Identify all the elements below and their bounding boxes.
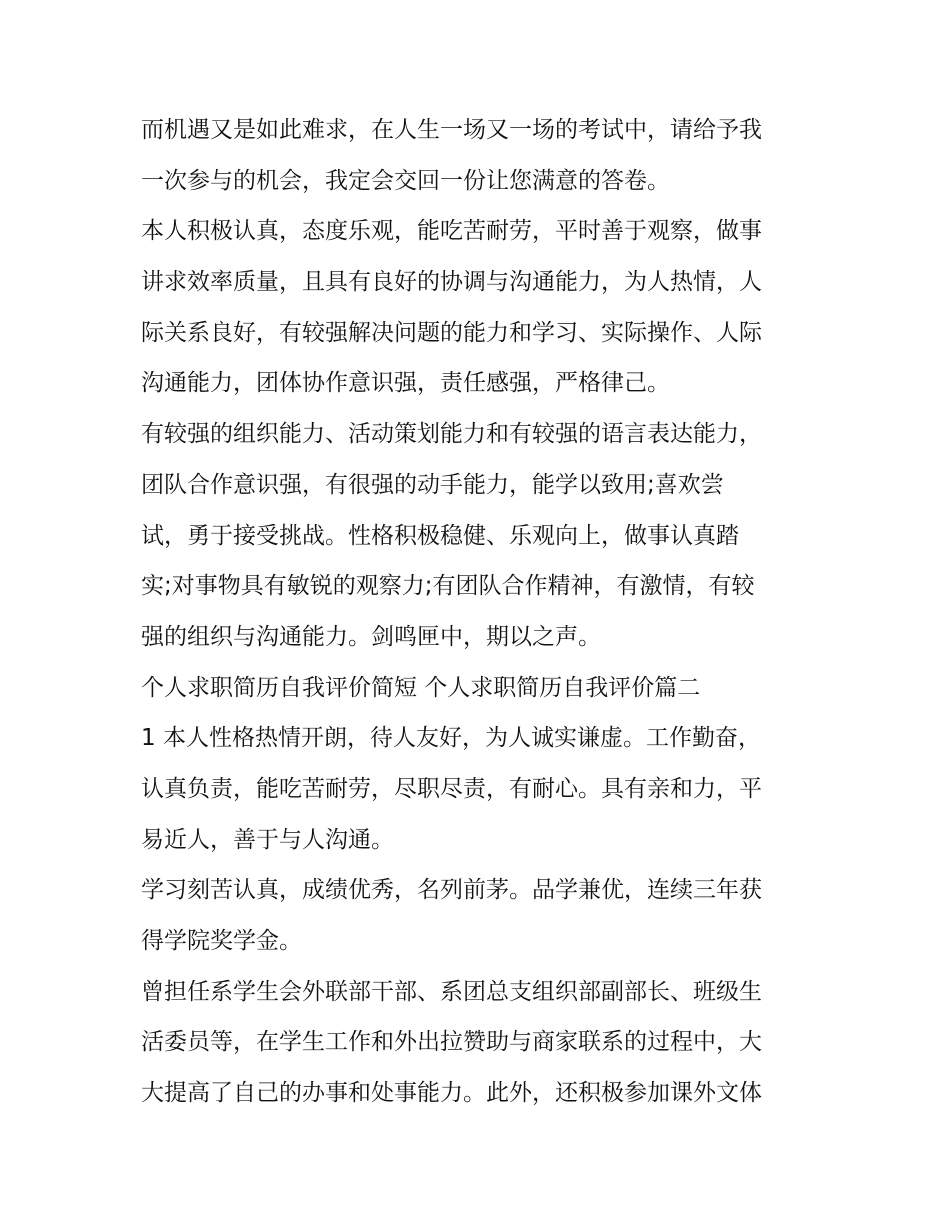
text-line: 大提高了自己的办事和处事能力。此外，还积极参加课外文体 bbox=[141, 1080, 762, 1107]
text-line: 团队合作意识强，有很强的动手能力，能学以致用;喜欢尝 bbox=[141, 471, 724, 498]
text-line: 曾担任系学生会外联部干部、系团总支组织部副部长、班级生 bbox=[141, 978, 762, 1005]
text-line: 1 本人性格热情开朗，待人友好，为人诚实谦虚。工作勤奋， bbox=[141, 725, 761, 752]
text-line: 易近人，善于与人沟通。 bbox=[141, 826, 394, 853]
text-line: 试，勇于接受挑战。性格积极稳健、乐观向上，做事认真踏 bbox=[141, 522, 739, 549]
text-line: 讲求效率质量，且具有良好的协调与沟通能力，为人热情，人 bbox=[141, 269, 762, 296]
body-text bbox=[141, 105, 831, 1119]
text-line: 强的组织与沟通能力。剑鸣匣中，期以之声。 bbox=[141, 623, 601, 650]
section-heading: 个人求职简历自我评价简短 个人求职简历自我评价篇二 bbox=[141, 674, 701, 701]
text-line: 本人积极认真，态度乐观，能吃苦耐劳，平时善于观察，做事 bbox=[141, 218, 762, 245]
text-line: 沟通能力，团体协作意识强，责任感强，严格律己。 bbox=[141, 370, 670, 397]
text-line: 一次参与的机会，我定会交回一份让您满意的答卷。 bbox=[141, 167, 670, 194]
text-line: 实;对事物具有敏锐的观察力;有团队合作精神，有激情，有较 bbox=[141, 573, 755, 600]
text-line: 而机遇又是如此难求，在人生一场又一场的考试中，请给予我 bbox=[141, 117, 762, 143]
text-line: 际关系良好，有较强解决问题的能力和学习、实际操作、人际 bbox=[141, 319, 762, 346]
text-line: 活委员等，在学生工作和外出拉赞助与商家联系的过程中，大 bbox=[141, 1029, 762, 1056]
text-line: 有较强的组织能力、活动策划能力和有较强的语言表达能力， bbox=[141, 421, 762, 448]
text-line: 认真负责，能吃苦耐劳，尽职尽责，有耐心。具有亲和力，平 bbox=[141, 775, 762, 802]
text-line: 得学院奖学金。 bbox=[141, 928, 302, 954]
text-line: 学习刻苦认真，成绩优秀，名列前茅。品学兼优，连续三年获 bbox=[141, 877, 762, 904]
